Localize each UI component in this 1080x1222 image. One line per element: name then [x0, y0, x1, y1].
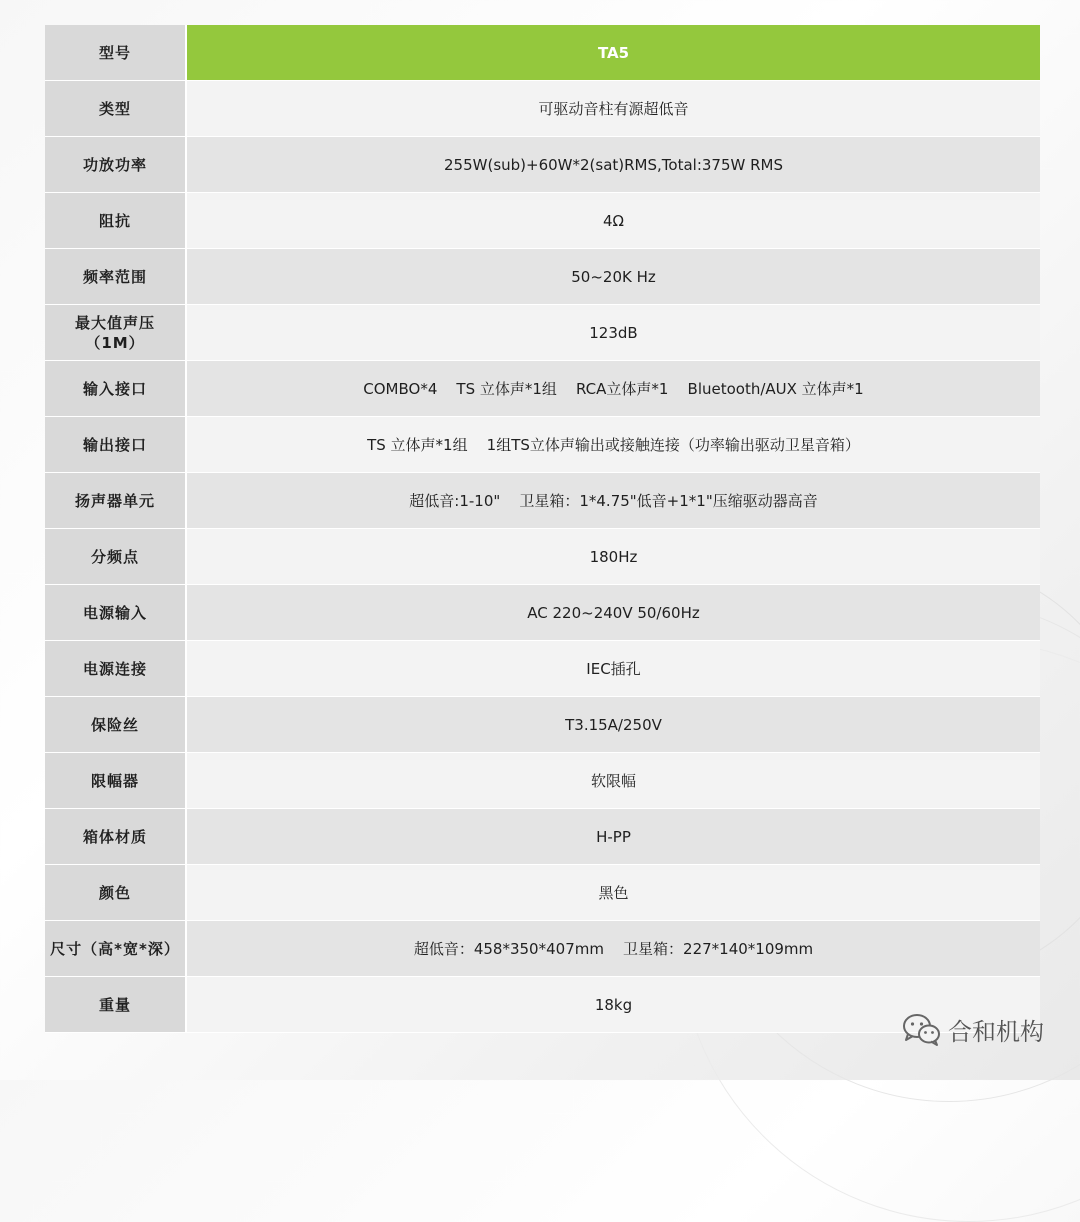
- table-header-row: [45, 25, 1040, 81]
- watermark: [902, 1012, 1044, 1047]
- spec-label: 箱体材质: [45, 809, 187, 865]
- table-row: [45, 249, 1040, 305]
- spec-label: 输入接口: [45, 361, 187, 417]
- spec-label: 重量: [45, 977, 187, 1033]
- spec-label: 输出接口: [45, 417, 187, 473]
- spec-table: [45, 25, 1040, 1033]
- spec-value: 255W(sub)+60W*2(sat)RMS,Total:375W RMS: [187, 137, 1040, 193]
- spec-value: T3.15A/250V: [187, 697, 1040, 753]
- spec-value: TS 立体声*1组 1组TS立体声输出或接触连接（功率输出驱动卫星音箱）: [187, 417, 1040, 473]
- table-row: [45, 305, 1040, 361]
- spec-value: 50~20K Hz: [187, 249, 1040, 305]
- wechat-icon: [902, 1013, 942, 1047]
- table-row: [45, 977, 1040, 1033]
- table-row: [45, 361, 1040, 417]
- table-row: [45, 473, 1040, 529]
- spec-label: 类型: [45, 81, 187, 137]
- spec-value: 黑色: [187, 865, 1040, 921]
- model-value: TA5: [187, 25, 1040, 81]
- table-row: [45, 753, 1040, 809]
- spec-value: 软限幅: [187, 753, 1040, 809]
- spec-label: 功放功率: [45, 137, 187, 193]
- spec-value: 超低音：458*350*407mm 卫星箱：227*140*109mm: [187, 921, 1040, 977]
- table-row: [45, 529, 1040, 585]
- spec-label: 分频点: [45, 529, 187, 585]
- table-row: [45, 193, 1040, 249]
- spec-label: 保险丝: [45, 697, 187, 753]
- spec-value: 18kg: [187, 977, 1040, 1033]
- table-row: [45, 697, 1040, 753]
- table-row: [45, 585, 1040, 641]
- spec-label: 电源输入: [45, 585, 187, 641]
- spec-value: 4Ω: [187, 193, 1040, 249]
- table-row: [45, 81, 1040, 137]
- spec-label: 尺寸（高*宽*深）: [45, 921, 187, 977]
- spec-label: 最大值声压 （1M）: [45, 305, 187, 361]
- spec-label: 限幅器: [45, 753, 187, 809]
- spec-label: 频率范围: [45, 249, 187, 305]
- model-label: 型号: [45, 25, 187, 81]
- table-row: [45, 865, 1040, 921]
- table-row: [45, 921, 1040, 977]
- spec-label: 扬声器单元: [45, 473, 187, 529]
- spec-value: AC 220~240V 50/60Hz: [187, 585, 1040, 641]
- table-row: [45, 809, 1040, 865]
- spec-value: H-PP: [187, 809, 1040, 865]
- spec-value: 180Hz: [187, 529, 1040, 585]
- watermark-text: 合和机构: [948, 1018, 1044, 1046]
- table-row: [45, 137, 1040, 193]
- spec-value: 超低音:1-10" 卫星箱：1*4.75"低音+1*1"压缩驱动器高音: [187, 473, 1040, 529]
- spec-label: 颜色: [45, 865, 187, 921]
- spec-value: 可驱动音柱有源超低音: [187, 81, 1040, 137]
- spec-label: 阻抗: [45, 193, 187, 249]
- spec-value: 123dB: [187, 305, 1040, 361]
- table-row: [45, 641, 1040, 697]
- spec-value: IEC插孔: [187, 641, 1040, 697]
- spec-label: 电源连接: [45, 641, 187, 697]
- table-row: [45, 417, 1040, 473]
- spec-value: COMBO*4 TS 立体声*1组 RCA立体声*1 Bluetooth/AUX 立体声*1: [187, 361, 1040, 417]
